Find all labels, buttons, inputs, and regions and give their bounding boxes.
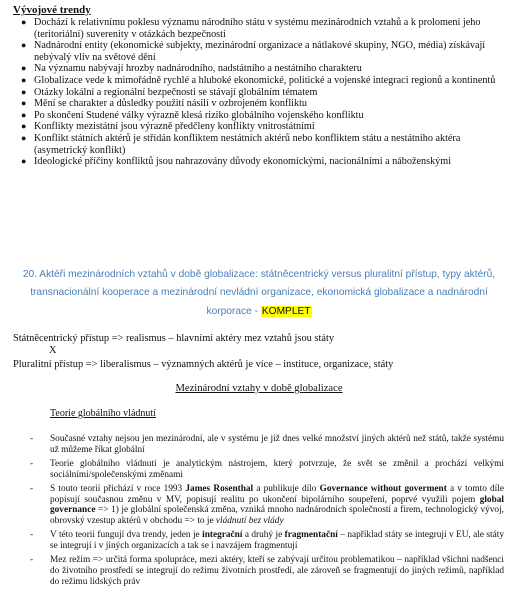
bullet-icon: ● bbox=[21, 121, 27, 132]
dash-marker: - bbox=[30, 434, 34, 444]
bullet-icon: ● bbox=[21, 132, 27, 143]
term-fragmentation: fragmentační bbox=[284, 530, 338, 541]
list-item: ● Mění se charakter a důsledky použití násilí v ozbrojeném konfliktu bbox=[21, 98, 308, 110]
list-item: ● Globalizace vede k mimořádně rychlé a hluboké ekonomické, politické a vojenské integraci regionů a kontinentů bbox=[21, 74, 496, 86]
bullet-icon: ● bbox=[21, 63, 27, 74]
list-item: - Teorie globálního vládnutí je analytickým nástrojem, který potvrzuje, že svět se změnil a prochází velkými sociálními/společenskými změnami bbox=[30, 458, 504, 480]
book-title: Governance without goverment bbox=[319, 483, 447, 494]
bullet-icon: ● bbox=[21, 156, 27, 167]
term-integration: integrační bbox=[202, 530, 243, 541]
list-item: ● Konflikt státních aktérů je střídán konfliktem nestátních aktérů nebo konfliktem státu a nestátního aktéra (asymetrický konflikt) bbox=[21, 132, 461, 156]
list-item: ● Dochází k relativnímu poklesu významu národního státu v systému mezinárodních vztahů a k prolomení jeho (teritoriální) suverenity v otázkách bezpečnosti bbox=[21, 17, 481, 40]
term-global-governance: global governance bbox=[50, 494, 504, 516]
highlight-komplet: KOMPLET bbox=[261, 305, 311, 317]
versus-mark: X bbox=[49, 345, 57, 356]
pluralist-line: Pluralitní přístup => liberalismus – významných aktérů je více – instituce, organizace, státy bbox=[13, 359, 394, 370]
dash-marker: - bbox=[30, 530, 34, 541]
list-item: ● Po skončení Studené války výrazně klesá riziko globálního vojenského konfliktu bbox=[21, 109, 364, 121]
term-governance-without-government: vládnutí bez vlády bbox=[215, 516, 284, 527]
theory-heading: Teorie globálního vládnutí bbox=[50, 408, 156, 419]
bullet-icon: ● bbox=[21, 98, 27, 109]
list-item: - V této teorii fungují dva trendy, jeden je integrační a druhý je fragmentační – například státy se integrují v EU, ale státy se integrují i v jiných organizacích a tak se i navzájem fragmentují bbox=[30, 530, 504, 552]
trends-list bbox=[21, 17, 503, 168]
list-item: ● Ideologické příčiny konfliktů jsou nahrazovány důvody ekonomickými, nacionálními a náboženskými bbox=[21, 156, 452, 168]
author-name: James Rosenthal bbox=[185, 483, 254, 494]
bullet-icon: ● bbox=[21, 40, 27, 51]
section-subtitle: Mezinárodní vztahy v době globalizace bbox=[175, 383, 343, 394]
trends-heading: Vývojové trendy bbox=[13, 4, 91, 16]
list-item: - S touto teorií přichází v roce 1993 James Rosenthal a publikuje dílo Governance without goverment a v tomto díle popisují současnou změnu v MV, popisují realitu po ukončení bipolárního soupeření, poprvé využili pojem global governance => 1) je globální společenská změna, vzniká mnoho nadnárodních společností a firem, technologický vývoj, obrovský vzestup aktérů v obchodu => to je vládnutí bez vlády bbox=[30, 483, 504, 527]
list-item: ● Nadnárodní entity (ekonomické subjekty, mezinárodní organizace a nátlakové skupiny, NGO, média) získávají nebývalý vliv na světové dění bbox=[21, 40, 486, 63]
bullet-icon: ● bbox=[21, 86, 27, 97]
list-item: - Mez režim => určitá forma spolupráce, mezi aktéry, kteří se zabývají určitou problematikou – například všichni nadšenci do životního prostředí se integrují do režimu životních prostředí, ale zároveň se fragmentují do jiných režimů, například do režimu lidských práv bbox=[30, 555, 504, 587]
dash-marker: - bbox=[30, 458, 34, 469]
list-item: ● Na významu nabývají hrozby nadnárodního, nadstátního a nestátního charakteru bbox=[21, 63, 362, 75]
list-item: ● Otázky lokální a regionální bezpečnosti se stávají globálním tématem bbox=[21, 86, 318, 98]
list-item: - Současné vztahy nejsou jen mezinárodní, ale v systému je již dnes velké množství jiných aktérů než států, takže systému už můžeme říkat globální bbox=[30, 434, 504, 455]
list-item: ● Konflikty mezistátní jsou výrazně předčleny konflikty vnitrostátními bbox=[21, 121, 315, 133]
dash-marker: - bbox=[30, 555, 34, 566]
section-heading: 20. Aktéři mezinárodních vztahů v době globalizace: státněcentrický versus pluralitní přístup, typy aktérů, transnacionální kooperace a mezinárodní nevládní organizace, ekonomická globalizace a nadnárodní korporace - KOMPLET bbox=[22, 269, 496, 317]
bullet-icon: ● bbox=[21, 17, 27, 27]
bullet-icon: ● bbox=[21, 109, 27, 120]
state-centric-line: Státněcentrický přístup => realismus – hlavními aktéry mez vztahů jsou státy bbox=[13, 333, 335, 344]
theory-list bbox=[30, 434, 504, 591]
bullet-icon: ● bbox=[21, 74, 27, 85]
dash-marker: - bbox=[30, 483, 34, 494]
